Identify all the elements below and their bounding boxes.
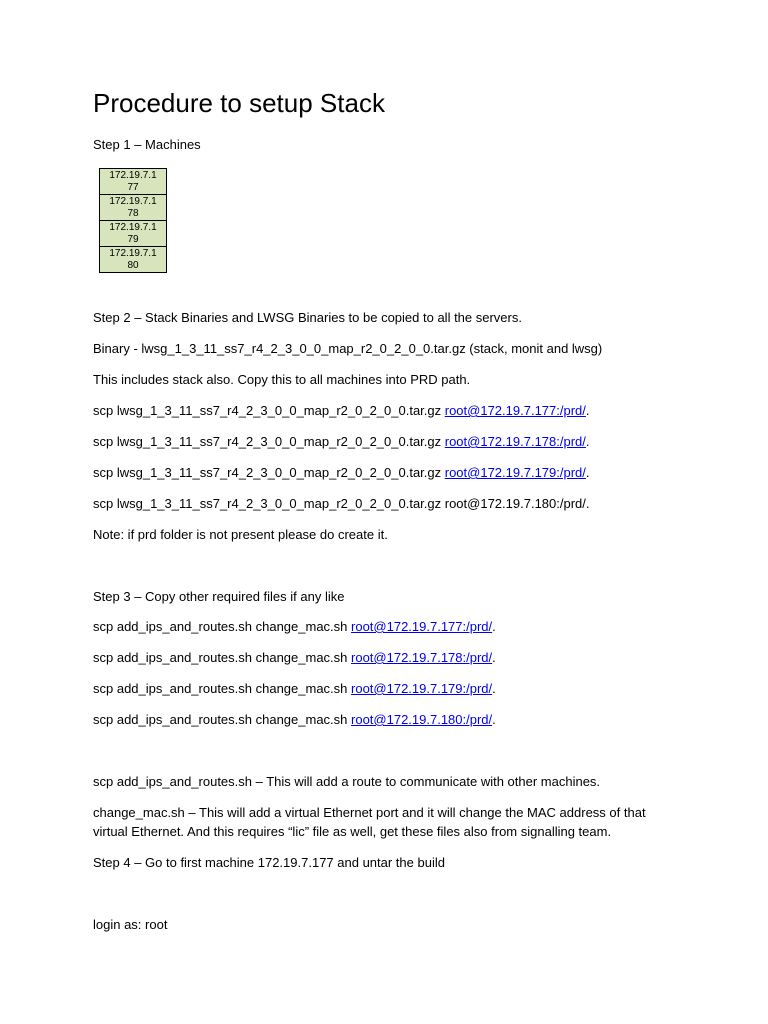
scp-target-link[interactable]: root@172.19.7.179:/prd/ bbox=[351, 681, 493, 696]
scp-target-text: root@172.19.7.180:/prd/. bbox=[444, 496, 590, 511]
scp-target-link[interactable]: root@172.19.7.178:/prd/ bbox=[444, 434, 586, 449]
scp-files-line: scp add_ips_and_routes.sh change_mac.sh root@172.19.7.178:/prd/. bbox=[93, 650, 496, 665]
scp-files-line: scp add_ips_and_routes.sh change_mac.sh root@172.19.7.180:/prd/. bbox=[93, 712, 496, 727]
scp-target-link[interactable]: root@172.19.7.180:/prd/ bbox=[351, 712, 493, 727]
machines-table bbox=[99, 168, 167, 273]
machine-cell: 172.19.7.1 78 bbox=[100, 195, 167, 221]
scp-binary-line: scp lwsg_1_3_11_ss7_r4_2_3_0_0_map_r2_0_2_0_0.tar.gz root@172.19.7.180:/prd/. bbox=[93, 496, 590, 511]
login-line: login as: root bbox=[93, 917, 168, 932]
scp-binary-line: scp lwsg_1_3_11_ss7_r4_2_3_0_0_map_r2_0_2_0_0.tar.gz root@172.19.7.179:/prd/. bbox=[93, 465, 590, 480]
step1-heading: Step 1 – Machines bbox=[93, 137, 201, 152]
scp-target-link[interactable]: root@172.19.7.178:/prd/ bbox=[351, 650, 493, 665]
step4-heading: Step 4 – Go to first machine 172.19.7.177 and untar the build bbox=[93, 855, 445, 870]
binary-line: Binary - lwsg_1_3_11_ss7_r4_2_3_0_0_map_r2_0_2_0_0.tar.gz (stack, monit and lwsg) bbox=[93, 341, 603, 356]
scp-target-link[interactable]: root@172.19.7.177:/prd/ bbox=[444, 403, 586, 418]
table-row bbox=[100, 195, 167, 221]
machine-cell: 172.19.7.1 80 bbox=[100, 247, 167, 273]
scp-files-line: scp add_ips_and_routes.sh change_mac.sh root@172.19.7.177:/prd/. bbox=[93, 619, 496, 634]
table-row bbox=[100, 169, 167, 195]
table-row bbox=[100, 247, 167, 273]
page-title: Procedure to setup Stack bbox=[93, 88, 385, 118]
scp-files-line: scp add_ips_and_routes.sh change_mac.sh root@172.19.7.179:/prd/. bbox=[93, 681, 496, 696]
scp-binary-line: scp lwsg_1_3_11_ss7_r4_2_3_0_0_map_r2_0_2_0_0.tar.gz root@172.19.7.178:/prd/. bbox=[93, 434, 590, 449]
routes-description: scp add_ips_and_routes.sh – This will add a route to communicate with other machines. bbox=[93, 774, 601, 789]
scp-binary-line: scp lwsg_1_3_11_ss7_r4_2_3_0_0_map_r2_0_2_0_0.tar.gz root@172.19.7.177:/prd/. bbox=[93, 403, 590, 418]
scp-target-link[interactable]: root@172.19.7.177:/prd/ bbox=[351, 619, 493, 634]
scp-target-link[interactable]: root@172.19.7.179:/prd/ bbox=[444, 465, 586, 480]
includes-line: This includes stack also. Copy this to all machines into PRD path. bbox=[93, 372, 471, 387]
step3-heading: Step 3 – Copy other required files if any like bbox=[93, 589, 345, 604]
machine-cell: 172.19.7.1 77 bbox=[100, 169, 167, 195]
note-line: Note: if prd folder is not present please do create it. bbox=[93, 527, 388, 542]
table-row bbox=[100, 221, 167, 247]
mac-description: change_mac.sh – This will add a virtual Ethernet port and it will change the MAC address of that virtual Ethernet. And this requires “lic” file as well, get these files also from signalling team. bbox=[93, 805, 646, 839]
machine-cell: 172.19.7.1 79 bbox=[100, 221, 167, 247]
step2-heading: Step 2 – Stack Binaries and LWSG Binaries to be copied to all the servers. bbox=[93, 310, 522, 325]
